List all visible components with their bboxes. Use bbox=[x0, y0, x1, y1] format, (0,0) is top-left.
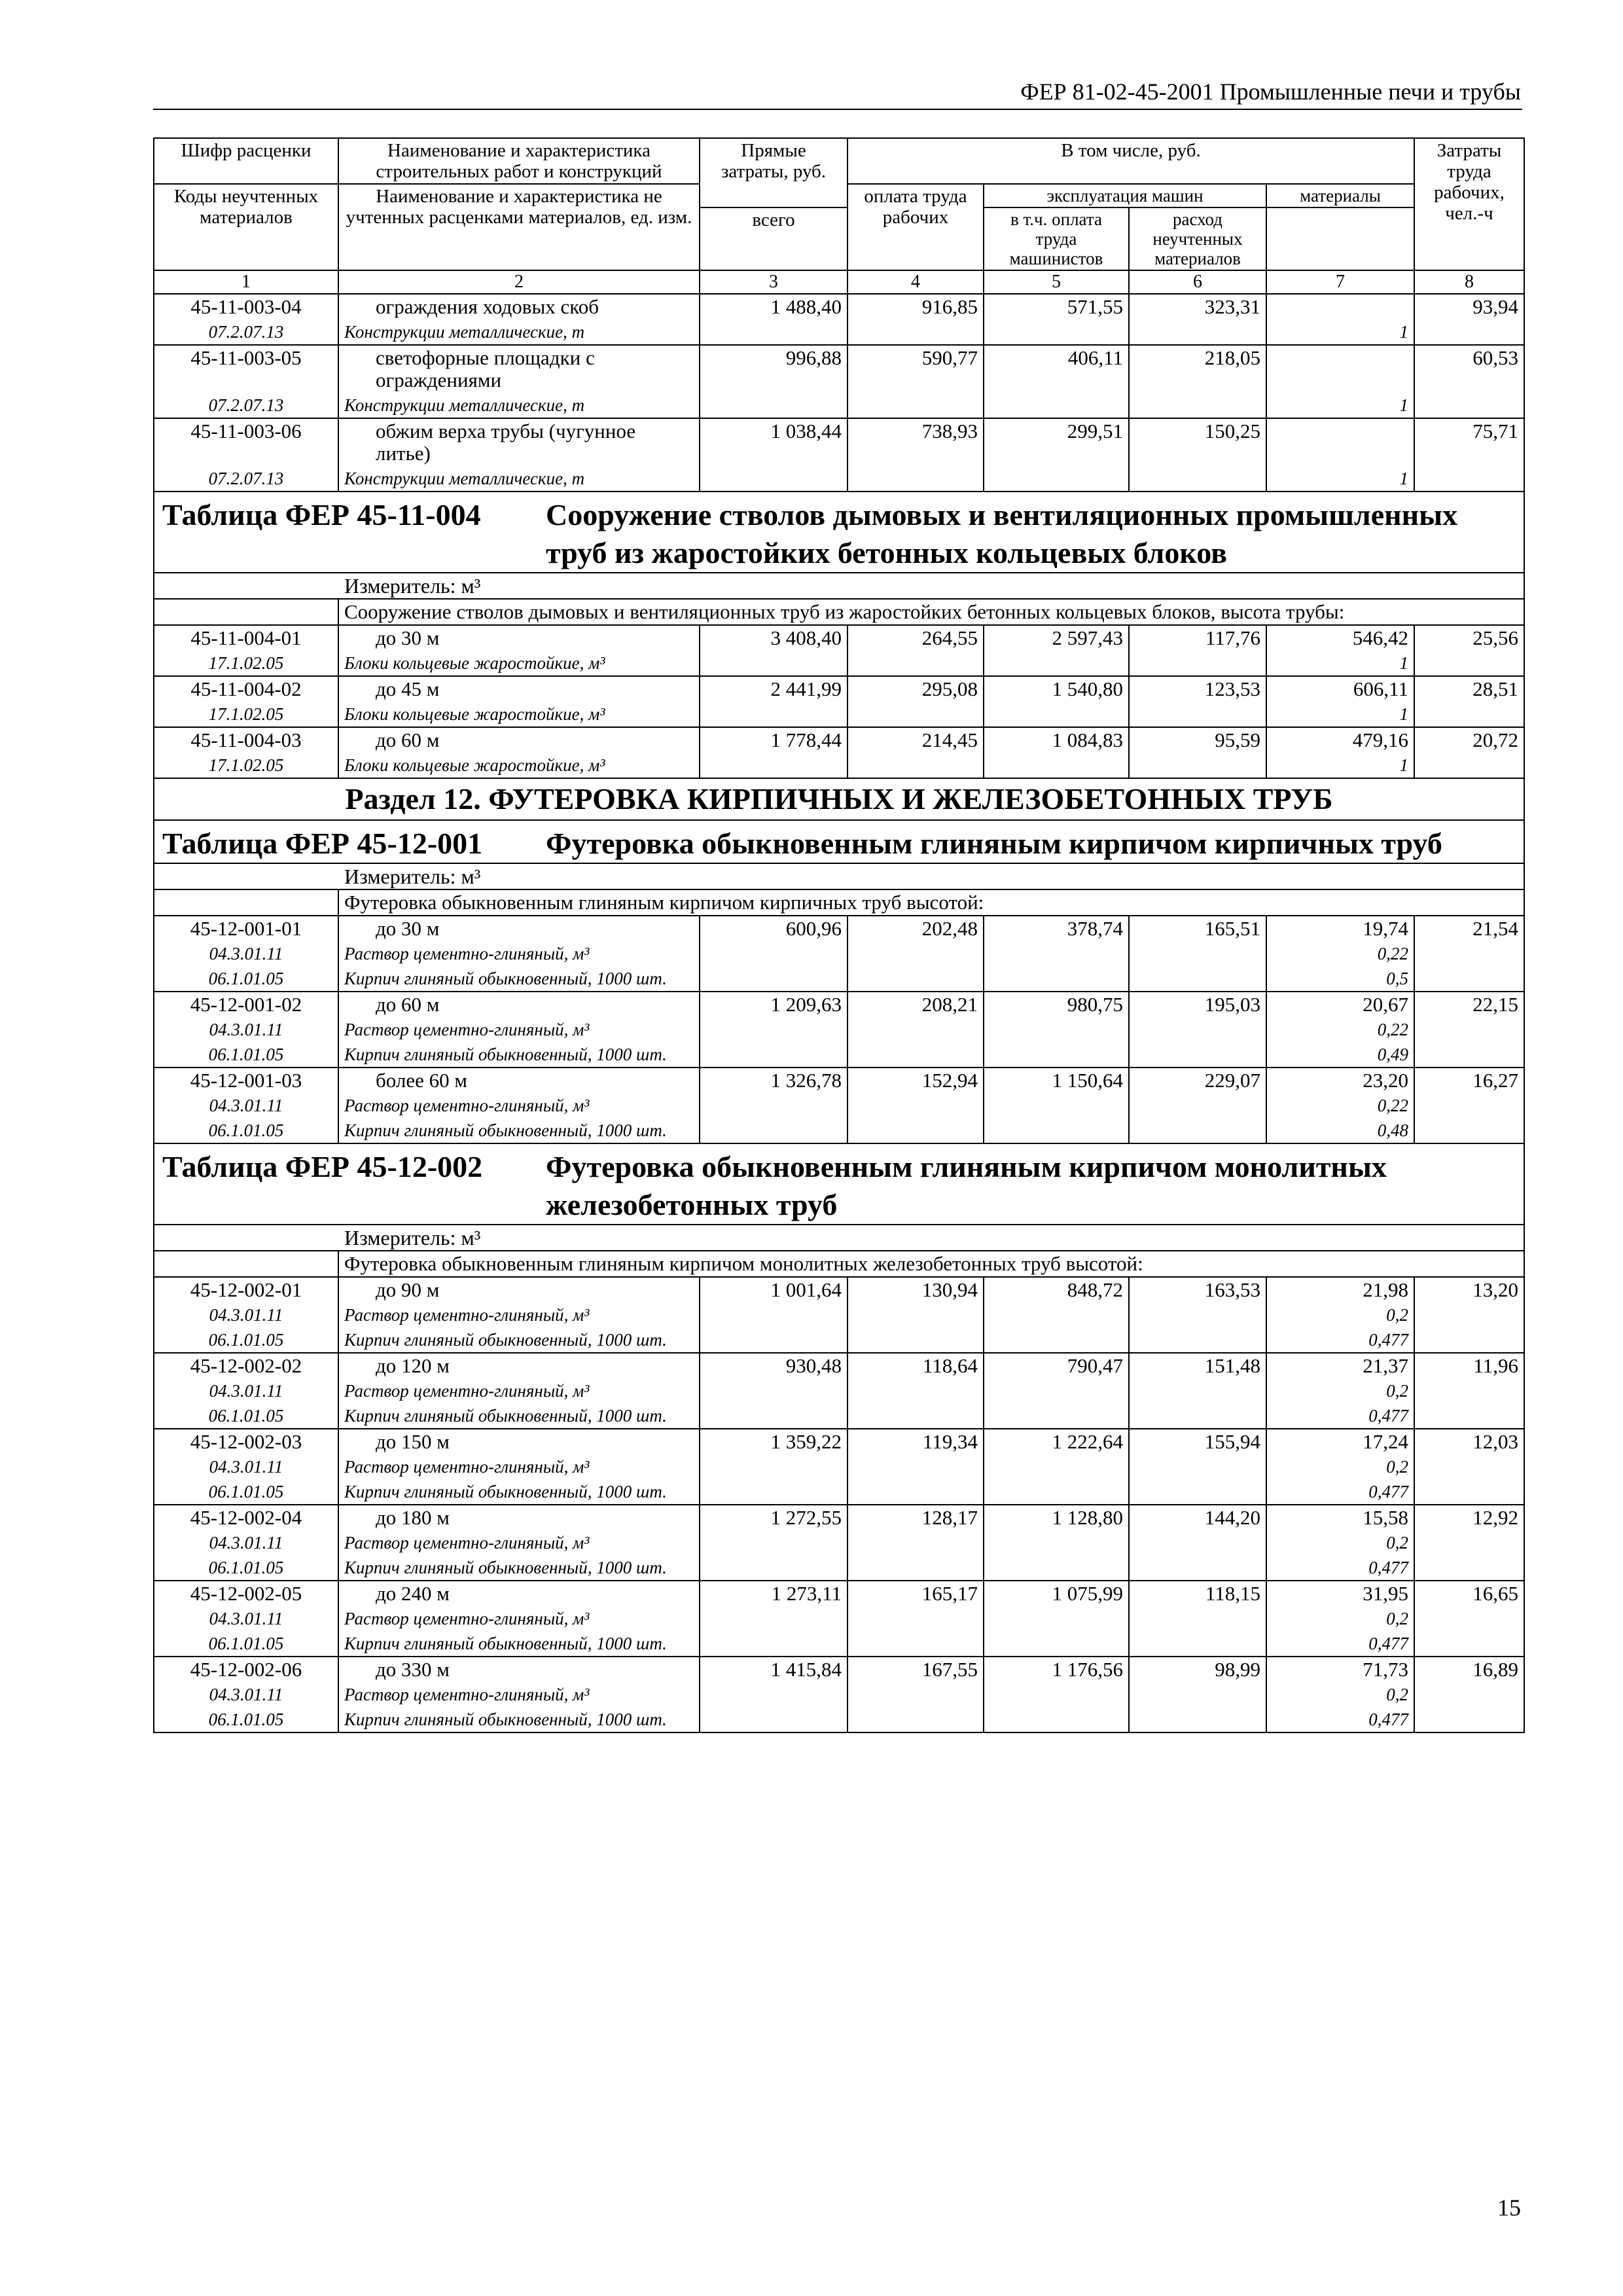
material-code: 06.1.01.05 bbox=[154, 1555, 338, 1581]
material-code: 04.3.01.11 bbox=[154, 1606, 338, 1631]
material-name: Раствор цементно-глиняный, м³ bbox=[338, 1606, 700, 1631]
material-code: 17.1.02.05 bbox=[154, 651, 338, 676]
material-quantity: 0,477 bbox=[1266, 1327, 1414, 1353]
operator-wages: 95,59 bbox=[1129, 727, 1266, 778]
col-matcode-header: Коды неучтенных материалов bbox=[154, 184, 338, 270]
material-costs: 479,16 bbox=[1266, 727, 1414, 753]
material-name: Кирпич глиняный обыкновенный, 1000 шт. bbox=[338, 1631, 700, 1657]
rate-code: 45-12-002-06 bbox=[154, 1657, 338, 1682]
rate-code: 45-12-002-04 bbox=[154, 1505, 338, 1530]
column-number: 4 bbox=[847, 270, 984, 294]
material-quantity: 0,2 bbox=[1266, 1378, 1414, 1403]
direct-costs: 1 273,11 bbox=[700, 1581, 847, 1657]
rate-row bbox=[154, 916, 1524, 941]
rate-row bbox=[154, 418, 1524, 466]
table-title bbox=[154, 820, 1524, 863]
labor-wages: 264,55 bbox=[847, 625, 984, 676]
table-title-row bbox=[154, 492, 1524, 573]
column-number: 8 bbox=[1414, 270, 1524, 294]
material-name: Раствор цементно-глиняный, м³ bbox=[338, 941, 700, 966]
material-code: 06.1.01.05 bbox=[154, 1403, 338, 1429]
direct-costs: 2 441,99 bbox=[700, 676, 847, 727]
material-code: 06.1.01.05 bbox=[154, 1631, 338, 1657]
rate-row bbox=[154, 1581, 1524, 1606]
rate-name: до 60 м bbox=[338, 992, 700, 1017]
machine-costs: 378,74 bbox=[984, 916, 1129, 992]
rate-name: светофорные площадки с ограждениями bbox=[338, 345, 700, 393]
col-machines-header: эксплуатация машин bbox=[984, 184, 1266, 207]
col-machines-total-header: всего bbox=[700, 207, 847, 270]
material-costs bbox=[1266, 345, 1414, 393]
labor-wages: 167,55 bbox=[847, 1657, 984, 1732]
material-code: 17.1.02.05 bbox=[154, 753, 338, 778]
labor-hours: 11,96 bbox=[1414, 1353, 1524, 1429]
col-name-header: Наименование и характеристика строительных работ и конструкций bbox=[338, 138, 700, 184]
rate-row bbox=[154, 1277, 1524, 1302]
material-quantity: 1 bbox=[1266, 651, 1414, 676]
machine-costs: 980,75 bbox=[984, 992, 1129, 1067]
material-name: Блоки кольцевые жаростойкие, м³ bbox=[338, 753, 700, 778]
column-number: 7 bbox=[1266, 270, 1414, 294]
column-number: 3 bbox=[700, 270, 847, 294]
material-code: 07.2.07.13 bbox=[154, 466, 338, 492]
meter-row bbox=[154, 573, 1524, 599]
running-head: ФЕР 81-02-45-2001 Промышленные печи и трубы bbox=[1020, 79, 1521, 105]
labor-hours: 12,03 bbox=[1414, 1429, 1524, 1505]
material-quantity: 1 bbox=[1266, 393, 1414, 418]
operator-wages: 123,53 bbox=[1129, 676, 1266, 727]
operator-wages: 151,48 bbox=[1129, 1353, 1266, 1429]
col-operators-header: в т.ч. оплата труда машинистов bbox=[984, 207, 1129, 270]
material-name: Раствор цементно-глиняный, м³ bbox=[338, 1454, 700, 1479]
material-quantity: 1 bbox=[1266, 753, 1414, 778]
machine-costs: 2 597,43 bbox=[984, 625, 1129, 676]
direct-costs: 1 209,63 bbox=[700, 992, 847, 1067]
table-header bbox=[154, 138, 1524, 294]
table-content bbox=[154, 294, 1524, 1732]
material-code: 04.3.01.11 bbox=[154, 1530, 338, 1555]
labor-wages: 118,64 bbox=[847, 1353, 984, 1429]
material-quantity: 0,477 bbox=[1266, 1403, 1414, 1429]
direct-costs: 3 408,40 bbox=[700, 625, 847, 676]
operator-wages: 98,99 bbox=[1129, 1657, 1266, 1732]
labor-hours: 13,20 bbox=[1414, 1277, 1524, 1353]
machine-costs: 1 084,83 bbox=[984, 727, 1129, 778]
machine-costs: 1 128,80 bbox=[984, 1505, 1129, 1581]
table-number: Таблица ФЕР 45-12-002 bbox=[162, 1150, 483, 1183]
material-name: Кирпич глиняный обыкновенный, 1000 шт. bbox=[338, 1327, 700, 1353]
machine-costs: 1 075,99 bbox=[984, 1581, 1129, 1657]
material-costs: 23,20 bbox=[1266, 1067, 1414, 1093]
material-name: Кирпич глиняный обыкновенный, 1000 шт. bbox=[338, 966, 700, 992]
material-costs bbox=[1266, 294, 1414, 319]
material-costs: 21,37 bbox=[1266, 1353, 1414, 1378]
labor-wages: 130,94 bbox=[847, 1277, 984, 1353]
rate-code: 45-11-004-02 bbox=[154, 676, 338, 702]
rate-code: 45-12-001-03 bbox=[154, 1067, 338, 1093]
material-name: Конструкции металлические, т bbox=[338, 319, 700, 345]
labor-wages: 590,77 bbox=[847, 345, 984, 418]
direct-costs: 1 778,44 bbox=[700, 727, 847, 778]
material-costs: 17,24 bbox=[1266, 1429, 1414, 1454]
rate-name: до 240 м bbox=[338, 1581, 700, 1606]
material-quantity: 0,48 bbox=[1266, 1118, 1414, 1143]
table-name: Сооружение стволов дымовых и вентиляционных промышленных труб из жаростойких бетонных кольцевых блоков bbox=[546, 498, 1458, 569]
header-rule bbox=[153, 109, 1522, 110]
direct-costs: 600,96 bbox=[700, 916, 847, 992]
rate-name: обжим верха трубы (чугунное литье) bbox=[338, 418, 700, 466]
section-row bbox=[154, 778, 1524, 820]
material-quantity: 0,477 bbox=[1266, 1707, 1414, 1732]
material-name: Конструкции металлические, т bbox=[338, 466, 700, 492]
material-quantity: 1 bbox=[1266, 702, 1414, 727]
col-group-header: В том числе, руб. bbox=[847, 138, 1414, 184]
material-name: Кирпич глиняный обыкновенный, 1000 шт. bbox=[338, 1403, 700, 1429]
table-title-row bbox=[154, 1143, 1524, 1225]
rate-name: до 330 м bbox=[338, 1657, 700, 1682]
machine-costs: 1 540,80 bbox=[984, 676, 1129, 727]
material-name: Кирпич глиняный обыкновенный, 1000 шт. bbox=[338, 1555, 700, 1581]
material-costs bbox=[1266, 418, 1414, 466]
operator-wages: 163,53 bbox=[1129, 1277, 1266, 1353]
col-hours-header: Затраты труда рабочих, чел.-ч bbox=[1414, 138, 1524, 270]
table-name: Футеровка обыкновенным глиняным кирпичом кирпичных труб bbox=[546, 827, 1442, 860]
material-quantity: 0,2 bbox=[1266, 1454, 1414, 1479]
labor-wages: 119,34 bbox=[847, 1429, 984, 1505]
material-quantity: 0,2 bbox=[1266, 1606, 1414, 1631]
material-costs: 546,42 bbox=[1266, 625, 1414, 651]
material-name: Раствор цементно-глиняный, м³ bbox=[338, 1530, 700, 1555]
rate-row bbox=[154, 992, 1524, 1017]
intro-row bbox=[154, 889, 1524, 916]
labor-wages: 152,94 bbox=[847, 1067, 984, 1143]
operator-wages: 195,03 bbox=[1129, 992, 1266, 1067]
machine-costs: 571,55 bbox=[984, 294, 1129, 345]
material-code: 06.1.01.05 bbox=[154, 1479, 338, 1505]
material-code: 17.1.02.05 bbox=[154, 702, 338, 727]
operator-wages: 229,07 bbox=[1129, 1067, 1266, 1143]
labor-hours: 21,54 bbox=[1414, 916, 1524, 992]
machine-costs: 406,11 bbox=[984, 345, 1129, 418]
column-number: 2 bbox=[338, 270, 700, 294]
material-quantity: 0,22 bbox=[1266, 941, 1414, 966]
labor-wages: 165,17 bbox=[847, 1581, 984, 1657]
rate-row bbox=[154, 294, 1524, 319]
labor-wages: 916,85 bbox=[847, 294, 984, 345]
rate-code: 45-11-004-01 bbox=[154, 625, 338, 651]
material-quantity: 0,477 bbox=[1266, 1631, 1414, 1657]
rate-row bbox=[154, 1067, 1524, 1093]
rate-name: до 30 м bbox=[338, 625, 700, 651]
rate-code: 45-11-004-03 bbox=[154, 727, 338, 753]
rate-code: 45-11-003-05 bbox=[154, 345, 338, 393]
rate-row bbox=[154, 625, 1524, 651]
material-name: Кирпич глиняный обыкновенный, 1000 шт. bbox=[338, 1479, 700, 1505]
table-title-row bbox=[154, 820, 1524, 863]
rates-table bbox=[153, 137, 1525, 1733]
unit-of-measure: Измеритель: м³ bbox=[154, 573, 1524, 599]
machine-costs: 299,51 bbox=[984, 418, 1129, 492]
section-title: Раздел 12. ФУТЕРОВКА КИРПИЧНЫХ И ЖЕЛЕЗОБЕТОННЫХ ТРУБ bbox=[154, 778, 1524, 820]
material-costs: 31,95 bbox=[1266, 1581, 1414, 1606]
rate-code: 45-11-003-06 bbox=[154, 418, 338, 466]
material-code: 06.1.01.05 bbox=[154, 1118, 338, 1143]
meter-row bbox=[154, 1225, 1524, 1251]
column-numbers-row bbox=[154, 270, 1524, 294]
unit-of-measure: Измеритель: м³ bbox=[154, 863, 1524, 889]
rate-row bbox=[154, 1657, 1524, 1682]
table-number: Таблица ФЕР 45-11-004 bbox=[162, 498, 481, 531]
material-quantity: 0,22 bbox=[1266, 1017, 1414, 1042]
material-name: Блоки кольцевые жаростойкие, м³ bbox=[338, 702, 700, 727]
material-name: Раствор цементно-глиняный, м³ bbox=[338, 1378, 700, 1403]
material-costs: 21,98 bbox=[1266, 1277, 1414, 1302]
material-code: 04.3.01.11 bbox=[154, 941, 338, 966]
work-description: Футеровка обыкновенным глиняным кирпичом кирпичных труб высотой: bbox=[338, 889, 1524, 916]
operator-wages: 323,31 bbox=[1129, 294, 1266, 345]
column-number: 6 bbox=[1129, 270, 1266, 294]
machine-costs: 1 150,64 bbox=[984, 1067, 1129, 1143]
labor-wages: 738,93 bbox=[847, 418, 984, 492]
operator-wages: 155,94 bbox=[1129, 1429, 1266, 1505]
material-code: 04.3.01.11 bbox=[154, 1017, 338, 1042]
direct-costs: 1 326,78 bbox=[700, 1067, 847, 1143]
material-quantity: 1 bbox=[1266, 319, 1414, 345]
material-quantity: 1 bbox=[1266, 466, 1414, 492]
machine-costs: 1 176,56 bbox=[984, 1657, 1129, 1732]
material-costs: 20,67 bbox=[1266, 992, 1414, 1017]
material-code: 06.1.01.05 bbox=[154, 1042, 338, 1067]
rate-name: до 120 м bbox=[338, 1353, 700, 1378]
labor-wages: 208,21 bbox=[847, 992, 984, 1067]
material-code: 04.3.01.11 bbox=[154, 1093, 338, 1118]
labor-hours: 16,89 bbox=[1414, 1657, 1524, 1732]
material-costs: 19,74 bbox=[1266, 916, 1414, 941]
material-code: 06.1.01.05 bbox=[154, 1327, 338, 1353]
rate-name: до 90 м bbox=[338, 1277, 700, 1302]
material-quantity: 0,5 bbox=[1266, 966, 1414, 992]
rate-name: до 180 м bbox=[338, 1505, 700, 1530]
material-name: Раствор цементно-глиняный, м³ bbox=[338, 1682, 700, 1707]
rate-name: ограждения ходовых скоб bbox=[338, 294, 700, 319]
material-code: 07.2.07.13 bbox=[154, 393, 338, 418]
rate-code: 45-12-002-01 bbox=[154, 1277, 338, 1302]
labor-wages: 202,48 bbox=[847, 916, 984, 992]
material-quantity: 0,2 bbox=[1266, 1302, 1414, 1327]
intro-spacer bbox=[154, 1251, 338, 1277]
direct-costs: 1 001,64 bbox=[700, 1277, 847, 1353]
direct-costs: 996,88 bbox=[700, 345, 847, 418]
labor-wages: 295,08 bbox=[847, 676, 984, 727]
rate-row bbox=[154, 1505, 1524, 1530]
material-quantity: 0,477 bbox=[1266, 1555, 1414, 1581]
material-name: Раствор цементно-глиняный, м³ bbox=[338, 1302, 700, 1327]
rate-row bbox=[154, 727, 1524, 753]
material-code: 04.3.01.11 bbox=[154, 1454, 338, 1479]
machine-costs: 790,47 bbox=[984, 1353, 1129, 1429]
direct-costs: 1 415,84 bbox=[700, 1657, 847, 1732]
column-number: 1 bbox=[154, 270, 338, 294]
rate-row bbox=[154, 676, 1524, 702]
labor-hours: 25,56 bbox=[1414, 625, 1524, 676]
table-title bbox=[154, 492, 1524, 573]
page-number: 15 bbox=[1497, 2195, 1521, 2221]
material-code: 06.1.01.05 bbox=[154, 966, 338, 992]
col-code-header: Шифр расценки bbox=[154, 138, 338, 184]
rate-code: 45-12-002-03 bbox=[154, 1429, 338, 1454]
material-quantity: 0,477 bbox=[1266, 1479, 1414, 1505]
material-name: Раствор цементно-глиняный, м³ bbox=[338, 1017, 700, 1042]
material-code: 04.3.01.11 bbox=[154, 1378, 338, 1403]
rate-row bbox=[154, 345, 1524, 393]
operator-wages: 165,51 bbox=[1129, 916, 1266, 992]
rate-code: 45-11-003-04 bbox=[154, 294, 338, 319]
machine-costs: 848,72 bbox=[984, 1277, 1129, 1353]
table-number: Таблица ФЕР 45-12-001 bbox=[162, 827, 483, 860]
rate-name: до 30 м bbox=[338, 916, 700, 941]
col-mat-consumption-header: расход неучтенных материалов bbox=[1129, 207, 1266, 270]
material-name: Блоки кольцевые жаростойкие, м³ bbox=[338, 651, 700, 676]
labor-hours: 60,53 bbox=[1414, 345, 1524, 418]
labor-hours: 28,51 bbox=[1414, 676, 1524, 727]
machine-costs: 1 222,64 bbox=[984, 1429, 1129, 1505]
rate-code: 45-12-002-02 bbox=[154, 1353, 338, 1378]
intro-spacer bbox=[154, 599, 338, 625]
material-quantity: 0,2 bbox=[1266, 1530, 1414, 1555]
operator-wages: 150,25 bbox=[1129, 418, 1266, 492]
work-description: Сооружение стволов дымовых и вентиляционных труб из жаростойких бетонных кольцевых блоков, высота трубы: bbox=[338, 599, 1524, 625]
col-labor-header: оплата труда рабочих bbox=[847, 184, 984, 270]
operator-wages: 117,76 bbox=[1129, 625, 1266, 676]
rate-row bbox=[154, 1429, 1524, 1454]
material-costs: 606,11 bbox=[1266, 676, 1414, 702]
intro-row bbox=[154, 599, 1524, 625]
labor-wages: 214,45 bbox=[847, 727, 984, 778]
operator-wages: 218,05 bbox=[1129, 345, 1266, 418]
rate-name: до 60 м bbox=[338, 727, 700, 753]
meter-row bbox=[154, 863, 1524, 889]
material-code: 06.1.01.05 bbox=[154, 1707, 338, 1732]
labor-hours: 20,72 bbox=[1414, 727, 1524, 778]
operator-wages: 144,20 bbox=[1129, 1505, 1266, 1581]
rate-code: 45-12-001-02 bbox=[154, 992, 338, 1017]
labor-hours: 22,15 bbox=[1414, 992, 1524, 1067]
intro-spacer bbox=[154, 889, 338, 916]
col-materials-header: материалы bbox=[1266, 184, 1414, 207]
material-costs: 71,73 bbox=[1266, 1657, 1414, 1682]
material-quantity: 0,2 bbox=[1266, 1682, 1414, 1707]
col-direct-header: Прямые затраты, руб. bbox=[700, 138, 847, 207]
material-name: Кирпич глиняный обыкновенный, 1000 шт. bbox=[338, 1118, 700, 1143]
material-name: Кирпич глиняный обыкновенный, 1000 шт. bbox=[338, 1707, 700, 1732]
table-name: Футеровка обыкновенным глиняным кирпичом монолитных железобетонных труб bbox=[546, 1150, 1387, 1221]
operator-wages: 118,15 bbox=[1129, 1581, 1266, 1657]
labor-wages: 128,17 bbox=[847, 1505, 984, 1581]
work-description: Футеровка обыкновенным глиняным кирпичом монолитных железобетонных труб высотой: bbox=[338, 1251, 1524, 1277]
material-name: Раствор цементно-глиняный, м³ bbox=[338, 1093, 700, 1118]
rate-row bbox=[154, 1353, 1524, 1378]
direct-costs: 1 038,44 bbox=[700, 418, 847, 492]
material-code: 04.3.01.11 bbox=[154, 1302, 338, 1327]
material-costs: 15,58 bbox=[1266, 1505, 1414, 1530]
unit-of-measure: Измеритель: м³ bbox=[154, 1225, 1524, 1251]
material-name: Конструкции металлические, т bbox=[338, 393, 700, 418]
rate-code: 45-12-001-01 bbox=[154, 916, 338, 941]
col-matname-header: Наименование и характеристика не учтенных расценками материалов, ед. изм. bbox=[338, 184, 700, 270]
labor-hours: 93,94 bbox=[1414, 294, 1524, 345]
direct-costs: 1 488,40 bbox=[700, 294, 847, 345]
table-title bbox=[154, 1143, 1524, 1225]
labor-hours: 12,92 bbox=[1414, 1505, 1524, 1581]
direct-costs: 1 272,55 bbox=[700, 1505, 847, 1581]
column-number: 5 bbox=[984, 270, 1129, 294]
direct-costs: 1 359,22 bbox=[700, 1429, 847, 1505]
intro-row bbox=[154, 1251, 1524, 1277]
rate-name: до 45 м bbox=[338, 676, 700, 702]
material-code: 04.3.01.11 bbox=[154, 1682, 338, 1707]
material-code: 07.2.07.13 bbox=[154, 319, 338, 345]
labor-hours: 16,27 bbox=[1414, 1067, 1524, 1143]
rate-name: до 150 м bbox=[338, 1429, 700, 1454]
labor-hours: 16,65 bbox=[1414, 1581, 1524, 1657]
material-quantity: 0,49 bbox=[1266, 1042, 1414, 1067]
rate-name: более 60 м bbox=[338, 1067, 700, 1093]
labor-hours: 75,71 bbox=[1414, 418, 1524, 492]
material-quantity: 0,22 bbox=[1266, 1093, 1414, 1118]
material-name: Кирпич глиняный обыкновенный, 1000 шт. bbox=[338, 1042, 700, 1067]
rate-code: 45-12-002-05 bbox=[154, 1581, 338, 1606]
direct-costs: 930,48 bbox=[700, 1353, 847, 1429]
